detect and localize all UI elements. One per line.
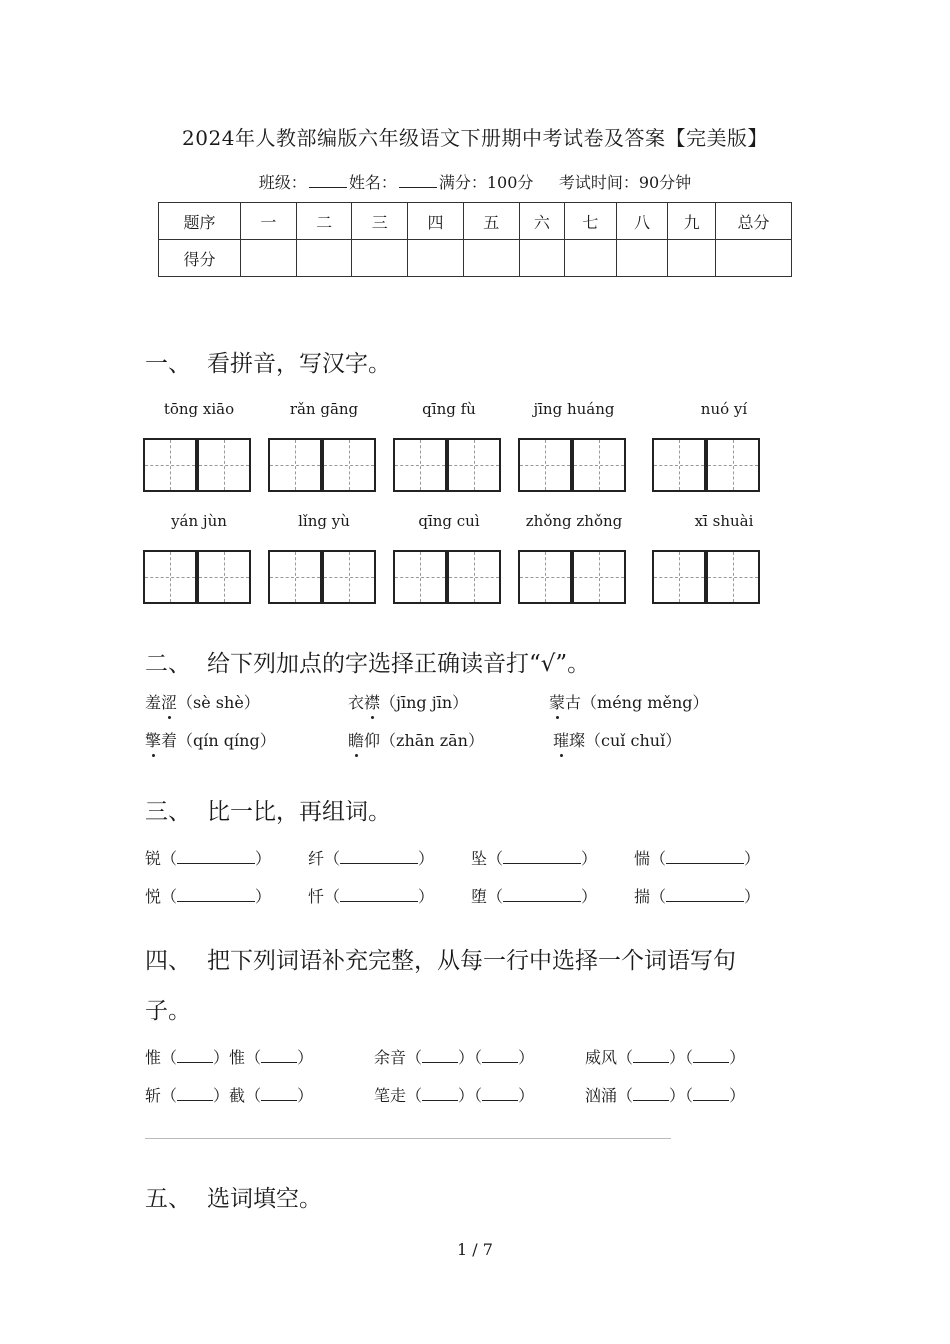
paren-open: （ <box>685 1048 694 1067</box>
paren-close: ） <box>297 1048 314 1067</box>
section-title: 给下列加点的字选择正确读音打“√”。 <box>207 651 591 677</box>
compare-char: 惴 <box>634 849 651 868</box>
compare-item <box>308 846 434 869</box>
idiom-char: 惟 <box>145 1048 162 1067</box>
writing-box[interactable] <box>518 438 572 492</box>
paren-close: ） <box>213 1086 230 1105</box>
paren-open: （ <box>406 1086 423 1105</box>
score-header-cell: 九 <box>668 203 716 240</box>
score-cell[interactable] <box>668 240 716 277</box>
compare-char: 纤 <box>308 849 325 868</box>
pinyin-label: lǐng yù <box>298 512 350 530</box>
pinyin-label: qīng fù <box>422 400 476 418</box>
tianzige-pair <box>652 550 764 606</box>
answer-blank[interactable] <box>503 849 581 864</box>
reading-item <box>348 728 484 751</box>
paren-open: （ <box>650 887 667 906</box>
writing-box[interactable] <box>393 550 447 604</box>
word-char: 仰 <box>364 731 381 750</box>
section-title: 比一比，再组词。 <box>207 799 391 825</box>
score-header-cell: 二 <box>296 203 352 240</box>
paren-open: （ <box>617 1048 634 1067</box>
answer-blank[interactable] <box>666 887 744 902</box>
paren-open: （ <box>161 1086 178 1105</box>
idiom-word: 笔走 <box>374 1086 407 1105</box>
answer-blank[interactable] <box>261 1086 297 1101</box>
paren-open: （ <box>245 1048 262 1067</box>
score-header-cell: 六 <box>519 203 565 240</box>
paren-open: （ <box>650 849 667 868</box>
writing-box[interactable] <box>143 550 197 604</box>
paren-open: （ <box>487 887 504 906</box>
pinyin-label: yán jùn <box>171 512 227 530</box>
section-5-heading <box>145 1180 322 1213</box>
paren-close: ） <box>418 887 435 906</box>
paren-open: （ <box>245 1086 262 1105</box>
score-header-cell: 三 <box>352 203 408 240</box>
section-2-heading <box>145 645 590 678</box>
reading-options[interactable]: （jīng jīn） <box>380 693 469 712</box>
pinyin-label: nuó yí <box>700 400 748 418</box>
writing-box[interactable] <box>447 438 501 492</box>
writing-box[interactable] <box>652 438 706 492</box>
writing-box[interactable] <box>197 438 251 492</box>
compare-item <box>308 884 434 907</box>
score-header-cell: 一 <box>241 203 297 240</box>
idiom-item <box>374 1045 534 1068</box>
reading-item <box>145 690 260 713</box>
idiom-item <box>585 1083 745 1106</box>
paren-close: ） <box>255 849 272 868</box>
compare-item <box>145 846 271 869</box>
paren-open: （ <box>617 1086 634 1105</box>
writing-box[interactable] <box>143 438 197 492</box>
score-header-cell: 四 <box>408 203 464 240</box>
section-1-heading <box>145 345 391 378</box>
paren-open: （ <box>324 887 341 906</box>
section-4-heading <box>145 942 736 975</box>
word-char: 璨 <box>569 731 586 750</box>
word-char: 羞 <box>145 693 162 712</box>
answer-blank[interactable] <box>422 1048 458 1063</box>
idiom-item <box>585 1045 745 1068</box>
answer-blank[interactable] <box>693 1048 729 1063</box>
pinyin-label: tōng xiāo <box>163 400 235 418</box>
paren-close: ） <box>458 1048 475 1067</box>
tianzige-pair <box>143 550 255 606</box>
compare-char: 悦 <box>145 887 162 906</box>
paren-close: ） <box>213 1048 230 1067</box>
reading-item <box>549 690 709 713</box>
score-header-cell: 八 <box>616 203 668 240</box>
class-label: 班级： <box>258 173 307 192</box>
answer-blank[interactable] <box>177 1086 213 1101</box>
section-number: 四、 <box>145 948 191 974</box>
idiom-item <box>145 1083 313 1106</box>
paren-open: （ <box>406 1048 423 1067</box>
writing-box[interactable] <box>197 550 251 604</box>
tianzige-pair <box>652 438 764 494</box>
answer-blank[interactable] <box>340 849 418 864</box>
writing-box[interactable] <box>572 550 626 604</box>
paren-close: ） <box>297 1086 314 1105</box>
word-char: 着 <box>161 731 178 750</box>
reading-item <box>348 690 468 713</box>
paren-open: （ <box>161 1048 178 1067</box>
paren-close: ） <box>729 1048 746 1067</box>
exam-time: 考试时间：90分钟 <box>558 173 692 192</box>
answer-blank[interactable] <box>633 1048 669 1063</box>
answer-blank[interactable] <box>422 1086 458 1101</box>
compare-item <box>471 846 597 869</box>
writing-box[interactable] <box>268 438 322 492</box>
compare-char: 堕 <box>471 887 488 906</box>
compare-char: 锐 <box>145 849 162 868</box>
score-row-label: 得分 <box>159 240 241 277</box>
compare-item <box>634 884 760 907</box>
pinyin-label: rǎn gāng <box>289 400 359 418</box>
paren-open: （ <box>474 1048 483 1067</box>
score-header-cell: 七 <box>565 203 617 240</box>
writing-box[interactable] <box>393 438 447 492</box>
score-cell[interactable] <box>715 240 791 277</box>
paren-close: ） <box>729 1086 746 1105</box>
reading-item <box>553 728 681 751</box>
score-header-cell: 五 <box>463 203 519 240</box>
answer-blank[interactable] <box>177 1048 213 1063</box>
score-cell[interactable] <box>565 240 617 277</box>
tianzige-pair <box>518 550 630 606</box>
paren-close: ） <box>518 1086 535 1105</box>
compare-char: 揣 <box>634 887 651 906</box>
dotted-char: 涩 <box>161 693 178 712</box>
writing-box[interactable] <box>652 550 706 604</box>
paren-close: ） <box>581 887 598 906</box>
document-title: 2024年人教部编版六年级语文下册期中考试卷及答案【完美版】 <box>182 126 768 150</box>
paren-close: ） <box>518 1048 535 1067</box>
score-cell[interactable] <box>408 240 464 277</box>
compare-item <box>471 884 597 907</box>
section-number: 一、 <box>145 351 191 377</box>
full-score: 满分：100分 <box>438 173 534 192</box>
section-title: 看拼音，写汉字。 <box>207 351 391 377</box>
answer-blank[interactable] <box>261 1048 297 1063</box>
paren-close: ） <box>458 1086 475 1105</box>
pinyin-label: zhǒng zhǒng <box>525 512 623 530</box>
sentence-writing-line[interactable] <box>145 1138 671 1139</box>
paren-close: ） <box>255 887 272 906</box>
student-info-line <box>0 170 950 193</box>
idiom-item <box>374 1083 534 1106</box>
idiom-word: 汹涌 <box>585 1086 618 1105</box>
reading-options[interactable]: （zhān zān） <box>380 731 484 750</box>
reading-item <box>145 728 276 751</box>
tianzige-pair <box>518 438 630 494</box>
dotted-char: 璀 <box>553 731 570 750</box>
paren-open: （ <box>474 1086 483 1105</box>
reading-options[interactable]: （méng měng） <box>581 693 709 712</box>
writing-box[interactable] <box>706 550 760 604</box>
dotted-char: 襟 <box>364 693 381 712</box>
score-header-cell: 题序 <box>159 203 241 240</box>
paren-open: （ <box>161 849 178 868</box>
writing-box[interactable] <box>322 438 376 492</box>
compare-item <box>145 884 271 907</box>
answer-blank[interactable] <box>633 1086 669 1101</box>
score-table-header-row <box>159 203 792 240</box>
name-label: 姓名： <box>348 173 397 192</box>
paren-close: ） <box>669 1086 686 1105</box>
section-4-heading-cont: 子。 <box>145 998 191 1024</box>
tianzige-pair <box>393 550 505 606</box>
writing-box[interactable] <box>322 550 376 604</box>
idiom-word: 威风 <box>585 1048 618 1067</box>
score-cell[interactable] <box>616 240 668 277</box>
answer-blank[interactable] <box>177 849 255 864</box>
name-blank[interactable] <box>399 171 437 188</box>
paren-close: ） <box>418 849 435 868</box>
writing-box[interactable] <box>706 438 760 492</box>
score-cell[interactable] <box>241 240 297 277</box>
answer-blank[interactable] <box>177 887 255 902</box>
pinyin-label: jīng huáng <box>533 400 615 418</box>
reading-options[interactable]: （qín qíng） <box>177 731 276 750</box>
paren-open: （ <box>161 887 178 906</box>
dotted-char: 蒙 <box>549 693 566 712</box>
dotted-char: 擎 <box>145 731 162 750</box>
score-cell[interactable] <box>519 240 565 277</box>
section-number: 二、 <box>145 651 191 677</box>
answer-blank[interactable] <box>693 1086 729 1101</box>
page-number: 1 / 7 <box>457 1240 493 1259</box>
score-cell[interactable] <box>463 240 519 277</box>
pinyin-label: qīng cuì <box>418 512 480 530</box>
class-blank[interactable] <box>309 171 347 188</box>
section-number: 三、 <box>145 799 191 825</box>
answer-blank[interactable] <box>666 849 744 864</box>
answer-blank[interactable] <box>503 887 581 902</box>
paren-close: ） <box>744 849 761 868</box>
word-char: 衣 <box>348 693 365 712</box>
answer-blank[interactable] <box>340 887 418 902</box>
idiom-char: 惟 <box>229 1048 246 1067</box>
paren-close: ） <box>744 887 761 906</box>
tianzige-pair <box>268 550 380 606</box>
score-table-score-row <box>159 240 792 277</box>
section-3-heading <box>145 793 391 826</box>
answer-blank[interactable] <box>482 1086 518 1101</box>
paren-open: （ <box>487 849 504 868</box>
score-cell[interactable] <box>352 240 408 277</box>
tianzige-pair <box>268 438 380 494</box>
score-cell[interactable] <box>296 240 352 277</box>
idiom-char: 截 <box>229 1086 246 1105</box>
compare-char: 坠 <box>471 849 488 868</box>
writing-box[interactable] <box>518 550 572 604</box>
idiom-item <box>145 1045 313 1068</box>
answer-blank[interactable] <box>482 1048 518 1063</box>
section-number: 五、 <box>145 1186 191 1212</box>
writing-box[interactable] <box>572 438 626 492</box>
dotted-char: 瞻 <box>348 731 365 750</box>
word-char: 古 <box>565 693 582 712</box>
tianzige-pair <box>143 438 255 494</box>
writing-box[interactable] <box>268 550 322 604</box>
paren-close: ） <box>669 1048 686 1067</box>
compare-char: 忏 <box>308 887 325 906</box>
paren-close: ） <box>581 849 598 868</box>
reading-options[interactable]: （cuǐ chuǐ） <box>585 731 682 750</box>
paren-open: （ <box>685 1086 694 1105</box>
pinyin-label: xī shuài <box>694 512 754 530</box>
idiom-word: 余音 <box>374 1048 407 1067</box>
reading-options[interactable]: （sè shè） <box>177 693 260 712</box>
compare-item <box>634 846 760 869</box>
section-title: 选词填空。 <box>207 1186 322 1212</box>
score-table <box>158 202 792 277</box>
tianzige-pair <box>393 438 505 494</box>
paren-open: （ <box>324 849 341 868</box>
score-header-cell: 总分 <box>715 203 791 240</box>
writing-box[interactable] <box>447 550 501 604</box>
section-title: 把下列词语补充完整，从每一行中选择一个词语写句 <box>207 948 736 974</box>
idiom-char: 斩 <box>145 1086 162 1105</box>
